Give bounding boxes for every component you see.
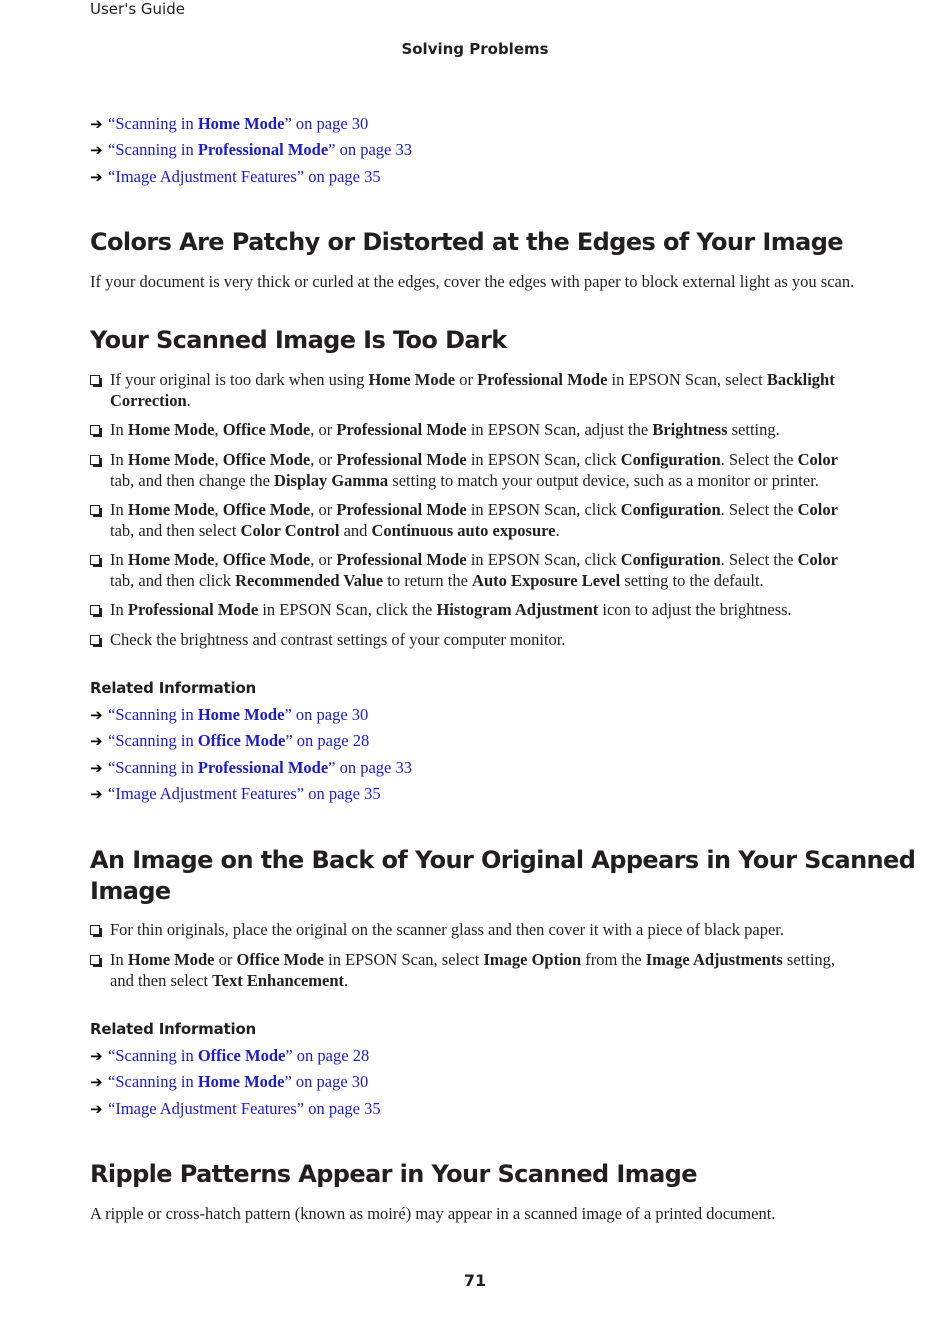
link-text-bold: Office Mode: [197, 1046, 286, 1065]
text-run: .: [555, 520, 560, 540]
link-text: ” on page 30: [284, 1072, 369, 1092]
bold-term: Auto Exposure Level: [472, 570, 621, 590]
text-run: In: [110, 500, 128, 519]
text-run: in EPSON Scan, click: [466, 500, 621, 519]
bullet-item: [90, 920, 850, 941]
bold-term: Image Option: [483, 950, 582, 969]
link-text-bold: Office Mode: [197, 731, 286, 751]
bullet-text: [110, 500, 850, 541]
bold-term: Home Mode: [127, 550, 215, 569]
bullet-item: [90, 600, 850, 621]
cross-reference-link[interactable]: [108, 1099, 381, 1118]
ripple-patterns-body: A ripple or cross-hatch pattern (known as moiré) may appear in a scanned image of a printed document.: [90, 1204, 776, 1223]
heading-ripple-patterns: Ripple Patterns Appear in Your Scanned Image: [90, 1160, 697, 1188]
bullet-item: [90, 500, 850, 541]
text-run: in EPSON Scan, click: [466, 550, 621, 569]
text-run: in EPSON Scan, click: [466, 450, 621, 469]
checkbox-bullet-icon: [90, 925, 100, 935]
link-text: “Scanning in: [108, 114, 198, 133]
text-run: setting, and then select: [110, 950, 836, 990]
heading-image-too-dark: Your Scanned Image Is Too Dark: [90, 326, 507, 354]
bullet-item: [90, 550, 850, 591]
related-link-item: [90, 731, 412, 757]
bold-term: Color: [797, 450, 838, 469]
link-text: “Scanning in: [108, 140, 198, 160]
text-run: or: [455, 370, 478, 389]
related-link-item: [90, 1072, 381, 1098]
bold-term: Configuration: [620, 500, 721, 519]
text-run: tab, and then click: [110, 570, 236, 590]
checkbox-bullet-icon: [90, 635, 100, 645]
checkbox-bullet-icon: [90, 455, 100, 465]
checkbox-bullet-icon: [90, 955, 100, 965]
bold-term: Professional Mode: [336, 550, 467, 569]
text-run: In: [110, 450, 128, 469]
bold-term: Continuous auto exposure: [371, 520, 556, 540]
bold-term: Home Mode: [127, 420, 215, 439]
bullet-item: [90, 950, 850, 991]
bullet-text: [110, 920, 850, 941]
link-text-bold: Professional Mode: [197, 757, 329, 777]
text-run: from the: [581, 950, 646, 969]
text-run: ,: [214, 500, 223, 519]
bullet-text: [110, 630, 850, 651]
bold-term: Office Mode: [222, 450, 311, 469]
text-run: tab, and then change the: [110, 470, 275, 490]
link-text: ” on page 28: [285, 1046, 370, 1065]
bold-term: Image Adjustments: [645, 950, 783, 969]
page-number: 71: [463, 1271, 487, 1290]
bold-term: Color: [797, 550, 838, 569]
text-run: to return the: [383, 570, 473, 590]
link-text: ” on page 33: [328, 140, 412, 160]
text-run: In: [110, 600, 128, 619]
arrow-right-icon: ➔: [90, 1073, 103, 1092]
cross-reference-link[interactable]: [108, 1046, 369, 1065]
bullet-text: [110, 950, 850, 991]
text-run: ,: [214, 420, 223, 439]
checkbox-bullet-icon: [90, 375, 100, 385]
link-text-bold: Home Mode: [197, 1072, 285, 1092]
arrow-right-icon: ➔: [90, 1099, 103, 1118]
cross-reference-link[interactable]: [108, 784, 381, 803]
bold-term: Configuration: [620, 550, 721, 569]
checkbox-bullet-icon: [90, 505, 100, 515]
bold-term: Office Mode: [222, 420, 311, 439]
related-information-heading: Related Information: [90, 1020, 257, 1038]
top-related-links: [90, 114, 412, 193]
link-text-bold: Professional Mode: [197, 140, 329, 160]
arrow-right-icon: ➔: [90, 784, 103, 803]
link-text: “Scanning in: [108, 1046, 198, 1065]
text-run: For thin originals, place the original on the scanner glass and then cover it with a piece of black paper.: [110, 920, 784, 939]
text-run: . Select the: [720, 550, 798, 569]
arrow-right-icon: ➔: [90, 1047, 103, 1065]
cross-reference-link[interactable]: [108, 705, 368, 724]
bold-term: Home Mode: [368, 370, 456, 389]
arrow-right-icon: ➔: [90, 758, 103, 777]
cross-reference-link[interactable]: [108, 731, 369, 750]
text-run: . Select the: [720, 450, 798, 469]
link-text: ” on page 33: [328, 757, 412, 777]
bold-term: Recommended Value: [235, 570, 384, 590]
text-run: setting.: [727, 420, 780, 439]
checkbox-bullet-icon: [90, 425, 100, 435]
too-dark-related-links: [90, 705, 412, 810]
arrow-right-icon: ➔: [90, 141, 103, 160]
cross-reference-link[interactable]: [108, 1072, 368, 1091]
related-link-item: [90, 758, 412, 784]
link-text: ” on page 28: [285, 731, 370, 751]
text-run: .: [186, 390, 191, 410]
link-text: “Scanning in: [108, 757, 198, 777]
text-run: . Select the: [720, 500, 798, 519]
bold-term: Histogram Adjustment: [436, 600, 599, 619]
text-run: tab, and then select: [110, 520, 241, 540]
related-link-item: [90, 1046, 381, 1072]
cross-reference-link[interactable]: [108, 167, 381, 186]
bold-term: Home Mode: [127, 450, 215, 469]
bold-term: Home Mode: [127, 500, 215, 519]
running-header-section: Solving Problems: [401, 40, 549, 58]
cross-reference-link[interactable]: [108, 758, 412, 777]
text-run: In: [110, 950, 128, 969]
text-run: , or: [310, 500, 337, 519]
text-run: and: [339, 520, 372, 540]
bold-term: Professional Mode: [127, 600, 259, 619]
related-link-item: [90, 167, 412, 193]
bold-term: Display Gamma: [274, 470, 389, 490]
bullet-item: [90, 450, 850, 491]
arrow-right-icon: ➔: [90, 167, 103, 186]
text-run: , or: [310, 550, 337, 569]
running-header-guide: User's Guide: [90, 0, 185, 18]
cross-reference-link[interactable]: [108, 140, 412, 159]
colors-patchy-body: If your document is very thick or curled at the edges, cover the edges with paper to block external light as you scan.: [90, 272, 855, 291]
text-run: , or: [310, 450, 337, 469]
link-text: “Image Adjustment Features” on page 35: [108, 783, 381, 803]
text-run: In: [110, 550, 128, 569]
bold-term: Office Mode: [222, 550, 311, 569]
cross-reference-link[interactable]: [108, 114, 368, 133]
link-text: “Scanning in: [108, 705, 198, 724]
bold-term: Backlight Correction: [110, 370, 835, 410]
related-link-item: [90, 140, 412, 166]
bold-term: Professional Mode: [336, 450, 467, 469]
text-run: , or: [310, 420, 337, 439]
bold-term: Brightness: [652, 420, 728, 439]
link-text: “Image Adjustment Features” on page 35: [108, 166, 381, 186]
bold-term: Professional Mode: [477, 370, 608, 389]
arrow-right-icon: ➔: [90, 732, 103, 751]
text-run: If your original is too dark when using: [110, 370, 369, 389]
text-run: in EPSON Scan, adjust the: [466, 420, 653, 439]
bold-term: Color Control: [240, 520, 340, 540]
bold-term: Home Mode: [127, 950, 215, 969]
text-run: icon to adjust the brightness.: [598, 600, 792, 619]
text-run: setting to match your output device, such as a monitor or printer.: [388, 470, 819, 490]
checkbox-bullet-icon: [90, 555, 100, 565]
link-text: ” on page 30: [284, 705, 369, 724]
text-run: in EPSON Scan, select: [324, 950, 484, 969]
back-of-original-related-links: [90, 1046, 381, 1125]
link-text: “Scanning in: [108, 1072, 198, 1092]
bold-term: Color: [797, 500, 838, 519]
text-run: in EPSON Scan, click the: [258, 600, 437, 619]
text-run: ,: [214, 450, 223, 469]
text-run: Check the brightness and contrast settings of your computer monitor.: [110, 630, 566, 649]
bullet-text: [110, 600, 850, 621]
text-run: setting to the default.: [620, 570, 764, 590]
text-run: .: [344, 970, 349, 990]
bullet-text: [110, 550, 850, 591]
arrow-right-icon: ➔: [90, 706, 103, 724]
bullet-item: [90, 630, 850, 651]
bullet-item: [90, 420, 850, 441]
bold-term: Office Mode: [222, 500, 311, 519]
related-link-item: [90, 784, 412, 810]
bold-term: Text Enhancement: [212, 970, 345, 990]
bold-term: Professional Mode: [336, 420, 467, 439]
heading-back-of-original: An Image on the Back of Your Original Appears in Your Scanned Image: [90, 846, 916, 905]
link-text: “Scanning in: [108, 731, 198, 751]
link-text: “Image Adjustment Features” on page 35: [108, 1098, 381, 1118]
link-text-bold: Home Mode: [197, 705, 285, 724]
link-text-bold: Home Mode: [197, 114, 285, 133]
text-run: in EPSON Scan, select: [607, 370, 767, 389]
bullet-text: [110, 370, 850, 411]
text-run: or: [214, 950, 237, 969]
related-link-item: [90, 1099, 381, 1125]
related-link-item: [90, 114, 412, 140]
related-information-heading: Related Information: [90, 679, 257, 697]
text-run: ,: [214, 550, 223, 569]
bold-term: Configuration: [620, 450, 721, 469]
heading-colors-patchy: Colors Are Patchy or Distorted at the Edges of Your Image: [90, 228, 843, 256]
related-link-item: [90, 705, 412, 731]
bold-term: Office Mode: [236, 950, 324, 969]
bullet-item: [90, 370, 850, 411]
bullet-text: [110, 450, 850, 491]
link-text: ” on page 30: [284, 114, 369, 133]
bold-term: Professional Mode: [336, 500, 467, 519]
text-run: In: [110, 420, 128, 439]
arrow-right-icon: ➔: [90, 115, 103, 133]
checkbox-bullet-icon: [90, 605, 100, 615]
bullet-text: [110, 420, 850, 441]
